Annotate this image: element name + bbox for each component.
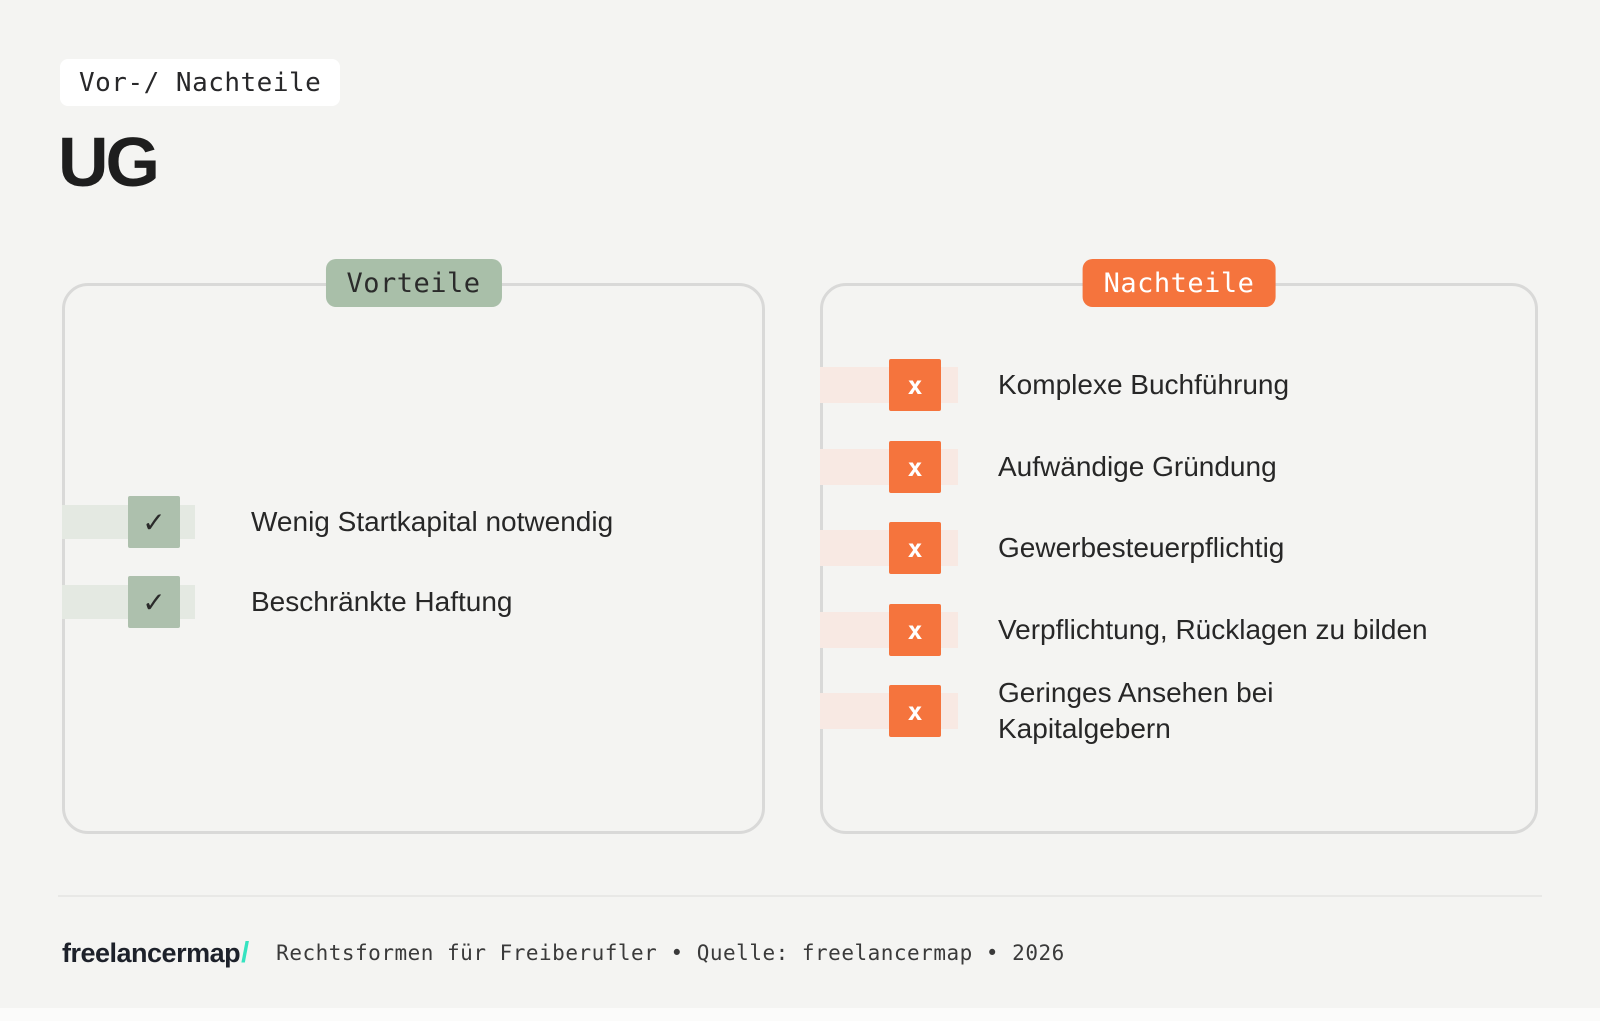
disadvantages-badge xyxy=(1083,259,1276,307)
logo-slash-icon: / xyxy=(241,936,250,969)
disadvantage-item-box xyxy=(889,522,941,574)
x-icon: x xyxy=(907,696,923,726)
advantages-panel xyxy=(62,267,765,834)
freelancermap-logo: freelancermap xyxy=(62,937,241,968)
disadvantage-item-box xyxy=(889,685,941,737)
advantage-item-box xyxy=(128,576,180,628)
advantages-badge xyxy=(325,259,501,307)
check-icon: ✓ xyxy=(142,506,166,538)
x-icon: x xyxy=(907,452,923,482)
disadvantage-item-box xyxy=(889,359,941,411)
footer-source-text: Rechtsformen für Freiberufler • Quelle: freelancermap • 2026 xyxy=(276,941,1065,965)
advantage-item-text: Beschränkte Haftung xyxy=(251,586,513,617)
advantages-badge-label: Vorteile xyxy=(346,267,481,299)
disadvantages-badge-label: Nachteile xyxy=(1103,267,1255,299)
x-icon: x xyxy=(907,370,923,400)
page-title: UG xyxy=(58,123,157,201)
x-icon: x xyxy=(907,615,923,645)
disadvantage-item-text: Geringes Ansehen bei Kapitalgebern xyxy=(998,677,1274,744)
topic-tag-badge xyxy=(60,59,340,106)
disadvantage-item-text: Komplexe Buchführung xyxy=(998,369,1290,400)
advantage-item-text: Wenig Startkapital notwendig xyxy=(251,506,614,537)
disadvantage-item-box xyxy=(889,441,941,493)
x-icon: x xyxy=(907,533,923,563)
footer xyxy=(62,936,1065,970)
advantage-item-box xyxy=(128,496,180,548)
disadvantage-item-text: Verpflichtung, Rücklagen zu bilden xyxy=(998,614,1428,645)
disadvantages-panel xyxy=(820,267,1538,834)
disadvantage-item-text: Aufwändige Gründung xyxy=(998,451,1277,482)
bottom-edge-strip xyxy=(0,1008,1600,1021)
footer-divider xyxy=(58,895,1542,897)
disadvantage-item-text: Gewerbesteuerpflichtig xyxy=(998,532,1285,563)
topic-tag-label: Vor-/ Nachteile xyxy=(79,67,322,98)
check-icon: ✓ xyxy=(142,586,166,618)
disadvantage-item-box xyxy=(889,604,941,656)
